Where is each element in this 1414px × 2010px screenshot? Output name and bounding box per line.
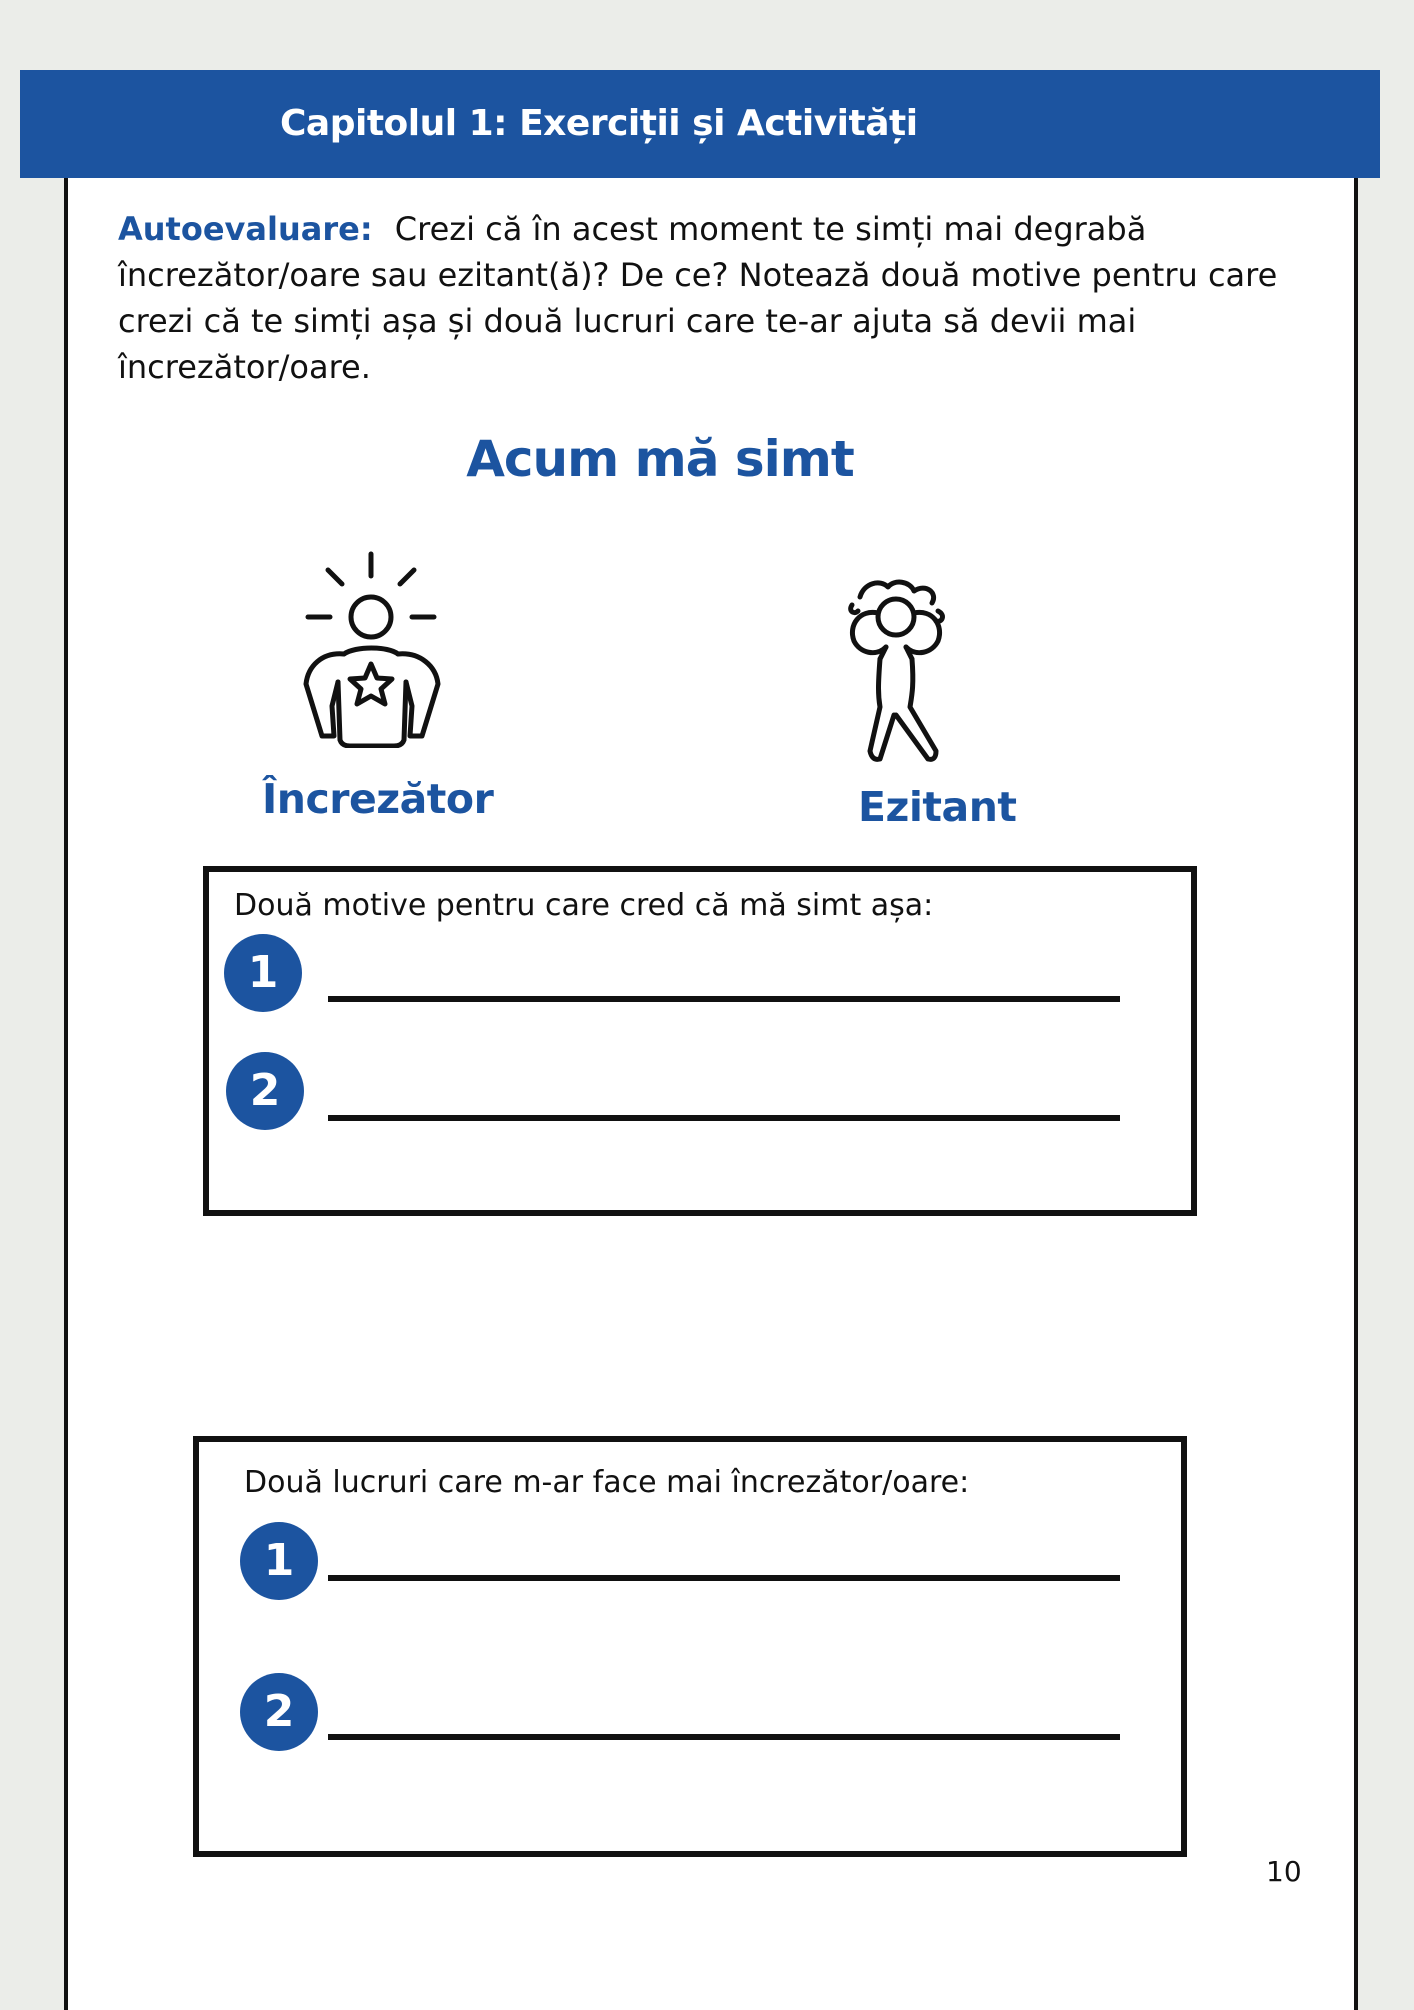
self-assessment-intro: [118, 206, 1298, 390]
section-title: Acum mă simt: [466, 430, 854, 488]
helper-answer-line-2[interactable]: [328, 1734, 1120, 1740]
self-assessment-text: Crezi că în acest moment te simți mai degrabă încrezător/oare sau ezitant(ă)? De ce? Notează două motive pentru care crezi că te simți așa și două lucruri care te-ar ajuta să devii mai încrezător/oare.: [118, 210, 1278, 386]
reasons-box-title: Două motive pentru care cred că mă simt așa:: [234, 888, 934, 923]
reason-number-2: 2: [226, 1052, 304, 1130]
reason-number-1: 1: [224, 934, 302, 1012]
reason-answer-line-2[interactable]: [328, 1115, 1120, 1121]
option-label-confident: Încrezător: [262, 775, 494, 823]
chapter-title: Capitolul 1: Exerciții și Activități: [280, 103, 918, 144]
reason-answer-line-1[interactable]: [328, 996, 1120, 1002]
hesitant-person-icon: [840, 575, 960, 769]
option-label-hesitant: Ezitant: [858, 783, 1017, 831]
chapter-header: [20, 70, 1380, 178]
page-number: 10: [1266, 1855, 1302, 1888]
helper-number-1: 1: [240, 1522, 318, 1600]
helpers-box-title: Două lucruri care m-ar face mai încrezător/oare:: [244, 1465, 970, 1500]
helper-number-2: 2: [240, 1673, 318, 1751]
helper-answer-line-1[interactable]: [328, 1575, 1120, 1581]
self-assessment-lead: Autoevaluare:: [118, 210, 373, 248]
confident-person-icon: [300, 550, 444, 752]
